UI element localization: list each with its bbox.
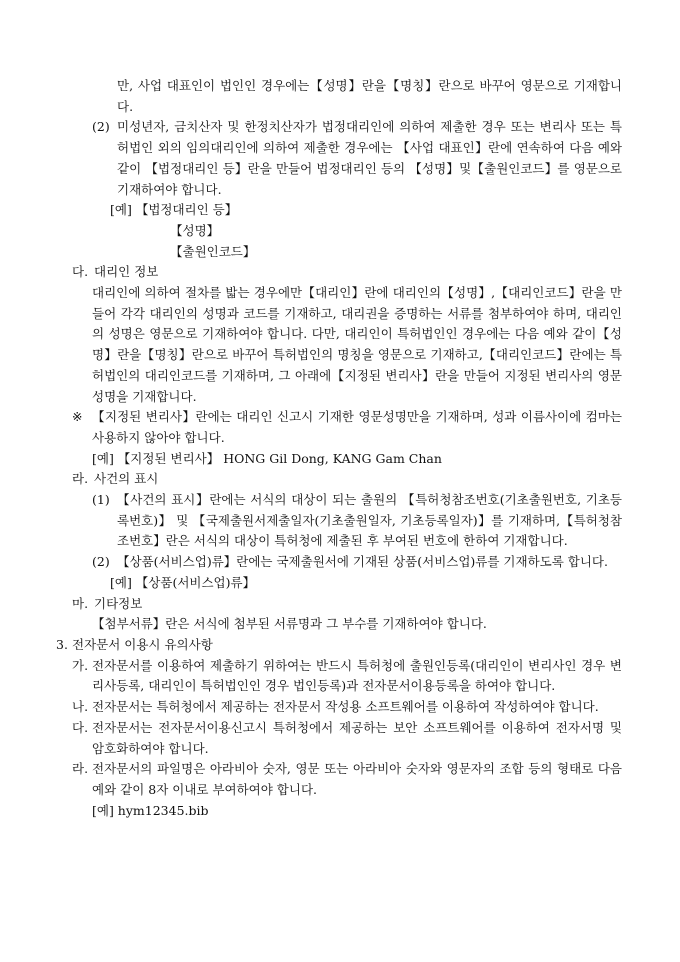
example-line: [예] 【상품(서비스업)류】	[110, 574, 256, 590]
section-heading-3	[0, 635, 680, 656]
item-number: 가.	[72, 657, 89, 673]
item-number: 다.	[72, 719, 89, 735]
item-text: 전자문서는 전자문서이용신고시 특허청에서 제공하는 보안 소프트웨어를 이용하여 전자서명 및 암호화하여야 합니다.	[92, 719, 622, 756]
list-item	[0, 718, 680, 759]
list-item	[0, 697, 680, 718]
item-text: 【사건의 표시】란에는 서식의 대상이 되는 출원의 【특허청참조번호(기초출원번호, 기초등록번호)】 및 【국제출원서제출일자(기초출원일자, 기초등록일자)】를 기재하며,【특허청참조번호】란은 서식의 대상이 특허청에 제출된 후 부여된 번호에 한하여 기재합니다.	[117, 492, 622, 549]
section-body: 대리인에 의하여 절차를 밟는 경우에만【대리인】란에 대리인의【성명】,【대리인코드】란을 만들어 각각 대리인의 성명과 코드를 기재하고, 대리권을 증명하는 서류를 첨부하여야 하며, 대리인의 성명은 영문으로 기재하여야 합니다. 다만, 대리인이 특허법인인 경우에는 다음 예와 같이【성명】란을【명칭】란으로 바꾸어 특허법인의 명칭을 영문으로 기재하고,【대리인코드】란에는 특허법인의 대리인코드를 기재하며, 그 아래에【지정된 변리사】란을 만들어 지정된 변리사의 영문성명을 기재합니다.	[92, 285, 622, 404]
section-number: 다.	[72, 264, 89, 280]
item-number: 라.	[72, 761, 89, 777]
item-number: 나.	[72, 699, 89, 715]
example-line: 【법정대리인 등】	[135, 202, 238, 218]
item-text: 미성년자, 금치산자 및 한정치산자가 법정대리인에 의하여 제출한 경우 또는 변리사 또는 특허법인 외의 임의대리인에 의하여 제출한 경우에는 【사업 대표인】란에 연속하여 다음 예와 같이 【법정대리인 등】란을 만들어 법정대리인 등의 【성명】및【출원인코드】를 영문으로 기재하여야 합니다.	[117, 119, 622, 197]
section-title: 전자문서 이용시 유의사항	[72, 636, 213, 652]
item-2-paragraph	[0, 117, 680, 200]
item-number: (1)	[92, 492, 110, 508]
example-line-code: 【출원인코드】	[170, 243, 256, 259]
example-line: [예] 【지정된 변리사】 HONG Gil Dong, KANG Gam Chan	[92, 450, 442, 466]
note-paragraph	[0, 407, 680, 448]
section-number: 3.	[56, 636, 68, 652]
item-text: 전자문서를 이용하여 제출하기 위하여는 반드시 특허청에 출원인등록(대리인이 변리사인 경우 변리사등록, 대리인이 특허법인인 경우 법인등록)과 전자문서이용등록을 하여야 합니다.	[92, 657, 622, 694]
section-title: 기타정보	[94, 595, 143, 611]
note-text: 【지정된 변리사】란에는 대리인 신고시 기재한 영문성명만을 기재하며, 성과 이름사이에 컴마는 사용하지 않아야 합니다.	[92, 409, 622, 445]
continuation-paragraph: 만, 사업 대표인이 법인인 경우에는【성명】란을【명칭】란으로 바꾸어 영문으로 기재합니다.	[117, 78, 622, 114]
list-item	[0, 656, 680, 697]
item-number: (2)	[92, 119, 110, 135]
section-heading-ra	[0, 469, 680, 490]
item-text: 【상품(서비스업)류】란에는 국제출원서에 기재된 상품(서비스업)류를 기재하도록 합니다.	[117, 554, 608, 570]
list-item	[0, 759, 680, 800]
example-line: [예] hym12345.bib	[92, 802, 209, 818]
item-text: 전자문서는 특허청에서 제공하는 전자문서 작성용 소프트웨어를 이용하여 작성하여야 합니다.	[92, 699, 599, 715]
list-item	[0, 490, 680, 552]
section-number: 라.	[72, 471, 89, 487]
example-label: [예]	[110, 202, 132, 218]
list-item	[0, 552, 680, 573]
note-mark: ※	[72, 409, 83, 425]
example-line-name: 【성명】	[170, 222, 220, 238]
item-text: 전자문서의 파일명은 아라비아 숫자, 영문 또는 아라비아 숫자와 영문자의 조합 등의 형태로 다음 예와 같이 8자 이내로 부여하여야 합니다.	[92, 761, 622, 797]
section-title: 사건의 표시	[94, 471, 159, 487]
item-number: (2)	[92, 554, 110, 570]
section-heading-da	[0, 262, 680, 283]
example-block	[0, 200, 680, 221]
section-body: 【첨부서류】란은 서식에 첨부된 서류명과 그 부수를 기재하여야 합니다.	[92, 616, 487, 632]
section-number: 마.	[72, 595, 89, 611]
section-heading-ma	[0, 594, 680, 615]
section-title: 대리인 정보	[94, 264, 159, 280]
